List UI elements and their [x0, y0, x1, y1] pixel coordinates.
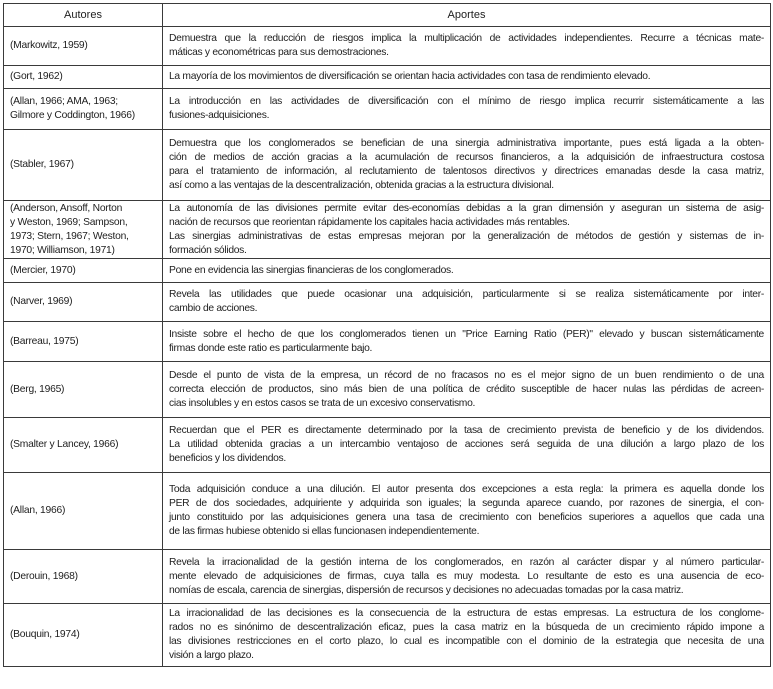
contribution-line: Pone en evidencia las sinergias financieras de los conglomerados. — [169, 264, 454, 276]
author-cell — [4, 362, 163, 418]
author-cell — [4, 201, 163, 259]
author-cell — [4, 418, 163, 473]
contribution-line: La autonomía de las divisiones permite evitar des-economías debidas a la gran dimensión y aseguran un sistema de asig- — [169, 202, 764, 214]
table-row — [4, 27, 771, 66]
contribution-line: las divisiones restricciones en el corto plazo, lo cual es incompatible con el dominio de la estrategia que necesita de una — [169, 636, 764, 647]
table-row — [4, 550, 771, 604]
table-row — [4, 362, 771, 418]
contribution-line: formación sólidos. — [169, 244, 247, 256]
contribution-cell — [163, 283, 771, 322]
table-row — [4, 283, 771, 322]
contribution-line: Desde el punto de vista de la empresa, un récord de no fracasos no es el mejor signo de un buen rendimiento o de una — [169, 369, 764, 381]
contribution-line: La introducción en las actividades de diversificación con el mínimo de riesgo implica recurrir sistemáticamente a las — [169, 96, 764, 107]
table-row — [4, 89, 771, 130]
author-line: (Derouin, 1968) — [10, 570, 78, 582]
contribution-line: beneficios y los dividendos. — [169, 453, 286, 464]
contribution-cell — [163, 201, 771, 259]
author-line: (Stabler, 1967) — [10, 159, 74, 170]
author-line: (Smalter y Lancey, 1966) — [10, 439, 119, 450]
author-line: (Allan, 1966) — [10, 505, 66, 516]
contribution-cell — [163, 473, 771, 550]
table-row — [4, 130, 771, 201]
contribution-line: Recuerdan que el PER es directamente determinado por la tasa de crecimiento prevista de beneficio y de los dividendos. — [169, 425, 764, 436]
contribution-cell — [163, 27, 771, 66]
contribution-line: rados no es sinónimo de descentralización eficaz, pues la casa matriz en la búsqueda de un crecimiento rápido impone a — [169, 622, 764, 633]
contribution-cell — [163, 418, 771, 473]
contribution-cell — [163, 550, 771, 604]
author-line: (Gort, 1962) — [10, 71, 63, 82]
contribution-line: visión a largo plazo. — [169, 650, 254, 661]
author-line: (Markowitz, 1959) — [10, 40, 88, 51]
contribution-line: firmas donde este ratio es particularmente bajo. — [169, 342, 373, 354]
author-line: (Anderson, Ansoff, Norton — [10, 202, 123, 214]
contribution-line: cambio de acciones. — [169, 303, 258, 314]
contribution-line: Toda adquisición conduce a una dilución. El autor presenta dos excepciones a esta regla: la primera es aquella donde los — [169, 484, 764, 495]
contribution-cell — [163, 362, 771, 418]
contribution-line: Insiste sobre el hecho de que los conglomerados tienen un "Price Earning Ratio (PER)" elevado y buscan sistemáticamente — [169, 328, 764, 340]
contribution-line: de las firmas hubiese obtenido si ellas funcionasen independientemente. — [169, 526, 480, 537]
author-cell — [4, 473, 163, 550]
contribution-line: Las sinergias administrativas de estas empresas mejoran por la generalización de métodos de gestión y sistemas de in- — [169, 230, 764, 242]
author-cell — [4, 283, 163, 322]
contribution-cell — [163, 259, 771, 283]
author-cell — [4, 66, 163, 89]
contribution-line: mente elevado de adquisiciones de firmas, cuya talla es muy modesta. Lo resultante de esto es una ausencia de eco- — [169, 570, 764, 582]
contribution-line: cias insolubles y en estos casos se trata de un excesivo conservatismo. — [169, 397, 476, 409]
author-cell — [4, 550, 163, 604]
contribution-cell — [163, 604, 771, 667]
contribution-line: nación de recursos que reorientan rápidamente los capitales hacia actividades más rentables. — [169, 216, 570, 228]
table-row — [4, 66, 771, 89]
table-row — [4, 201, 771, 259]
contribution-line: para el tratamiento de información, al reclutamiento de talentosos directivos y directrices emanadas desde la casa matriz, — [169, 166, 764, 177]
contribution-line: nomías de escala, carencia de sinergias, dispersión de recursos y decisiones no adecuadas tomadas por la casa matriz. — [169, 584, 684, 596]
contribution-line: junto constituido por las adquisiciones genera una tasa de crecimiento con beneficios superiores a aquellos que cada una — [169, 512, 764, 523]
contribution-line: La irracionalidad de las decisiones es la consecuencia de la estructura de estas empresas. La estructura de los conglome- — [169, 608, 764, 619]
table-body — [4, 27, 771, 667]
author-line: 1973; Stern, 1967; Weston, — [10, 230, 129, 242]
contribution-line: Revela la irracionalidad de la gestión interna de los conglomerados, en razón al carácter dispar y al número particular- — [169, 556, 764, 568]
contribution-line: Demuestra que la reducción de riesgos implica la multiplicación de actividades independientes. Recurre a técnicas mate- — [169, 33, 764, 44]
contribution-line: Demuestra que los conglomerados se benefician de una sinergia administrativa importante, pues está ligada a la obten- — [169, 138, 764, 149]
contribution-line: PER de dos sociedades, adquiriente y adquirida son iguales; la segunda aparece cuando, por razones de sinergia, el con- — [169, 498, 764, 509]
table-row — [4, 418, 771, 473]
contribution-line: fusiones-adquisiciones. — [169, 110, 270, 121]
author-cell — [4, 604, 163, 667]
column-header-contributions: Aportes — [163, 4, 771, 27]
table-row — [4, 259, 771, 283]
author-line: y Weston, 1969; Sampson, — [10, 216, 128, 228]
table-row — [4, 473, 771, 550]
contribution-line: correcta elección de productos, sino más bien de una política de crédito susceptible de hacer nulas las pérdidas de acreen- — [169, 383, 764, 395]
author-line: (Narver, 1969) — [10, 296, 73, 307]
contribution-cell — [163, 130, 771, 201]
author-cell — [4, 27, 163, 66]
contribution-line: máticas y econométricas para sus demostraciones. — [169, 47, 389, 58]
contribution-line: La utilidad obtenida gracias a un intercambio ventajoso de acciones será seguida de una dilución a largo plazo de los — [169, 439, 764, 450]
table-row — [4, 604, 771, 667]
author-line: 1970; Williamson, 1971) — [10, 244, 115, 256]
author-line: (Allan, 1966; AMA, 1963; — [10, 96, 118, 107]
author-line: Gilmore y Coddington, 1966) — [10, 110, 135, 121]
contribution-cell — [163, 322, 771, 362]
table-header-row — [4, 4, 771, 27]
author-cell — [4, 322, 163, 362]
contribution-line: Revela las utilidades que puede ocasionar una adquisición, particularmente si se realiza sistemáticamente por inter- — [169, 289, 764, 300]
author-line: (Barreau, 1975) — [10, 335, 79, 347]
contribution-line: La mayoría de los movimientos de diversificación se orientan hacia actividades con tasa de rendimiento elevado. — [169, 71, 651, 82]
contribution-cell — [163, 89, 771, 130]
literature-review-table — [3, 3, 771, 667]
table-row — [4, 322, 771, 362]
author-line: (Mercier, 1970) — [10, 264, 76, 276]
author-cell — [4, 259, 163, 283]
contribution-line: así como a las ventajas de la descentralización, obtenida gracias a la estructura divisional. — [169, 180, 554, 191]
author-cell — [4, 89, 163, 130]
contribution-line: ción de medios de acción gracias a la acumulación de recursos financieros, a la adquisición de infraestructura costosa — [169, 152, 764, 163]
author-line: (Berg, 1965) — [10, 383, 65, 395]
contribution-cell — [163, 66, 771, 89]
author-line: (Bouquin, 1974) — [10, 629, 80, 640]
column-header-authors: Autores — [4, 4, 163, 27]
author-cell — [4, 130, 163, 201]
